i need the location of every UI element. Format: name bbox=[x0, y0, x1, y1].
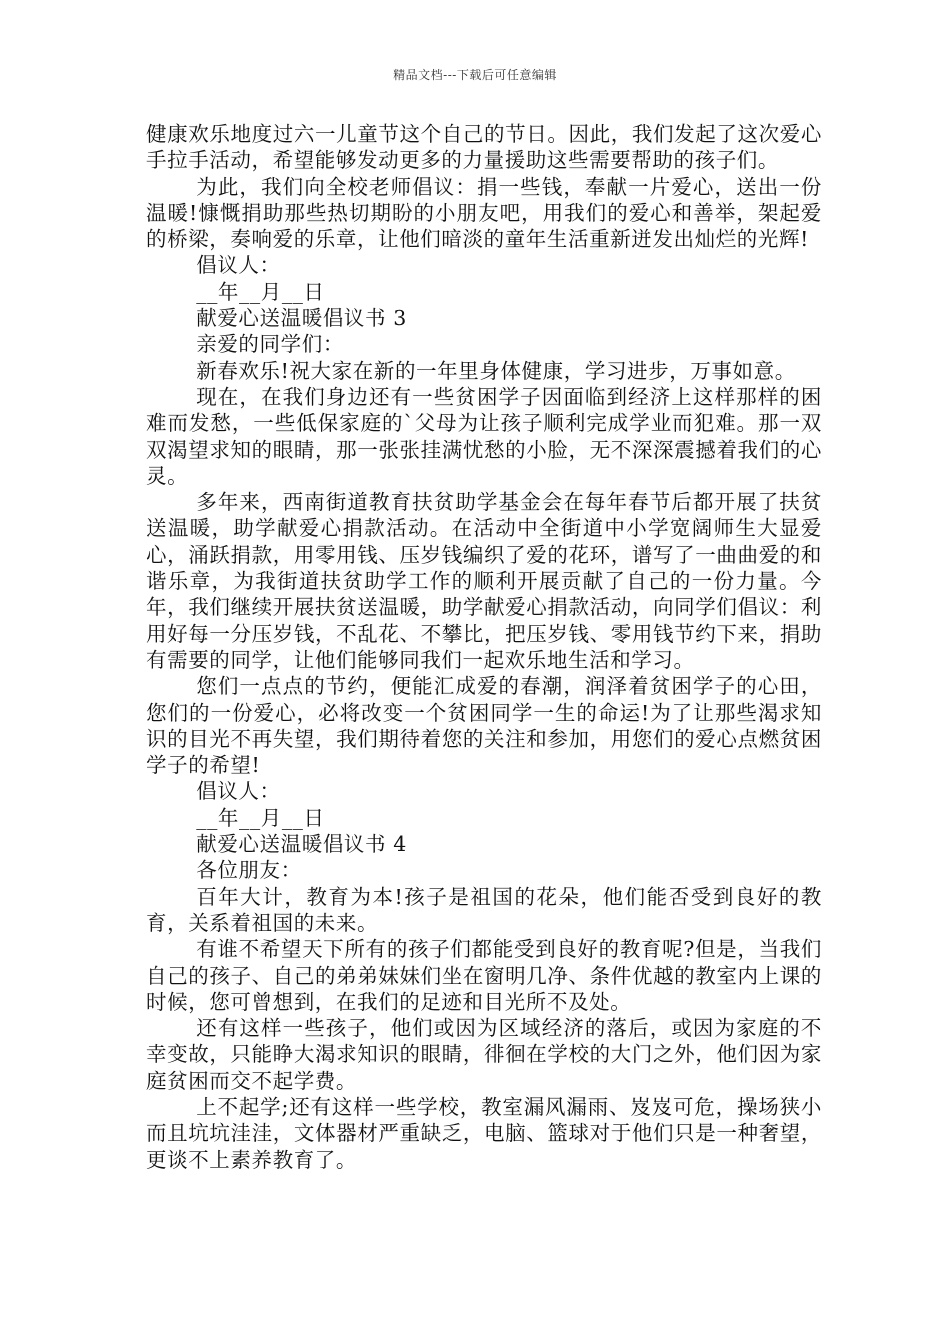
salutation: 亲爱的同学们： bbox=[196, 332, 344, 357]
date-line: __年__月__日 bbox=[196, 805, 325, 830]
document-body bbox=[146, 121, 822, 1173]
date-line: __年__月__日 bbox=[196, 279, 325, 304]
paragraph: 健康欢乐地度过六一儿童节这个自己的节日。因此，我们发起了这次爱心手拉手活动，希望能够发动更多的力量援助这些需要帮助的孩子们。 bbox=[146, 122, 822, 173]
section-title: 献爱心送温暖倡议书 3 bbox=[196, 306, 407, 331]
paragraph: 还有这样一些孩子，他们或因为区域经济的落后，或因为家庭的不幸变故，只能睁大渴求知识的眼睛，徘徊在学校的大门之外，他们因为家庭贫困而交不起学费。 bbox=[146, 1016, 822, 1093]
page-header: 精品文档---下载后可任意编辑 bbox=[393, 68, 557, 82]
proposer-label: 倡议人： bbox=[196, 253, 281, 278]
paragraph: 为此，我们向全校老师倡议：捐一些钱，奉献一片爱心，送出一份温暖!慷慨捐助那些热切期盼的小朋友吧，用我们的爱心和善举，架起爱的桥梁，奏响爱的乐章，让他们暗淡的童年生活重新迸发出灿烂的光辉! bbox=[146, 174, 822, 252]
paragraph: 上不起学;还有这样一些学校，教室漏风漏雨、岌岌可危，操场狭小而且坑坑洼洼，文体器材严重缺乏，电脑、篮球对于他们只是一种奢望，更谈不上素养教育了。 bbox=[146, 1094, 822, 1172]
section-title: 献爱心送温暖倡议书 4 bbox=[196, 832, 407, 857]
paragraph: 现在，在我们身边还有一些贫困学子因面临到经济上这样那样的困难而发愁，一些低保家庭的`父母为让孩子顺利完成学业而犯难。那一双双渴望求知的眼睛，那一张张挂满忧愁的小脸，无不深深震撼着我们的心灵。 bbox=[146, 384, 822, 488]
salutation: 各位朋友： bbox=[196, 858, 302, 883]
proposer-label: 倡议人： bbox=[196, 779, 281, 804]
paragraph: 有谁不希望天下所有的孩子们都能受到良好的教育呢?但是，当我们自己的孩子、自己的弟弟妹妹们坐在窗明几净、条件优越的教室内上课的时候，您可曾想到，在我们的足迹和目光所不及处。 bbox=[146, 937, 822, 1014]
paragraph: 多年来，西南街道教育扶贫助学基金会在每年春节后都开展了扶贫送温暖，助学献爱心捐款活动。在活动中全街道中小学宽阔师生大显爱心，涌跃捐款，用零用钱、压岁钱编织了爱的花环，谱写了一曲曲爱的和谐乐章，为我街道扶贫助学工作的顺利开展贡献了自己的一份力量。今年，我们继续开展扶贫送温暖，助学献爱心捐款活动，向同学们倡议：利用好每一分压岁钱，不乱花、不攀比，把压岁钱、零用钱节约下来，捐助有需要的同学，让他们能够同我们一起欢乐地生活和学习。 bbox=[146, 490, 822, 672]
paragraph: 百年大计，教育为本!孩子是祖国的花朵，他们能否受到良好的教育，关系着祖国的未来。 bbox=[146, 884, 822, 935]
paragraph: 新春欢乐!祝大家在新的一年里身体健康，学习进步，万事如意。 bbox=[196, 358, 796, 383]
paragraph: 您们一点点的节约，便能汇成爱的春潮，润泽着贫困学子的心田，您们的一份爱心，必将改变一个贫困同学一生的命运!为了让那些渴求知识的目光不再失望，我们期待着您的关注和参加，用您们的爱心点燃贫困学子的希望! bbox=[146, 674, 822, 778]
